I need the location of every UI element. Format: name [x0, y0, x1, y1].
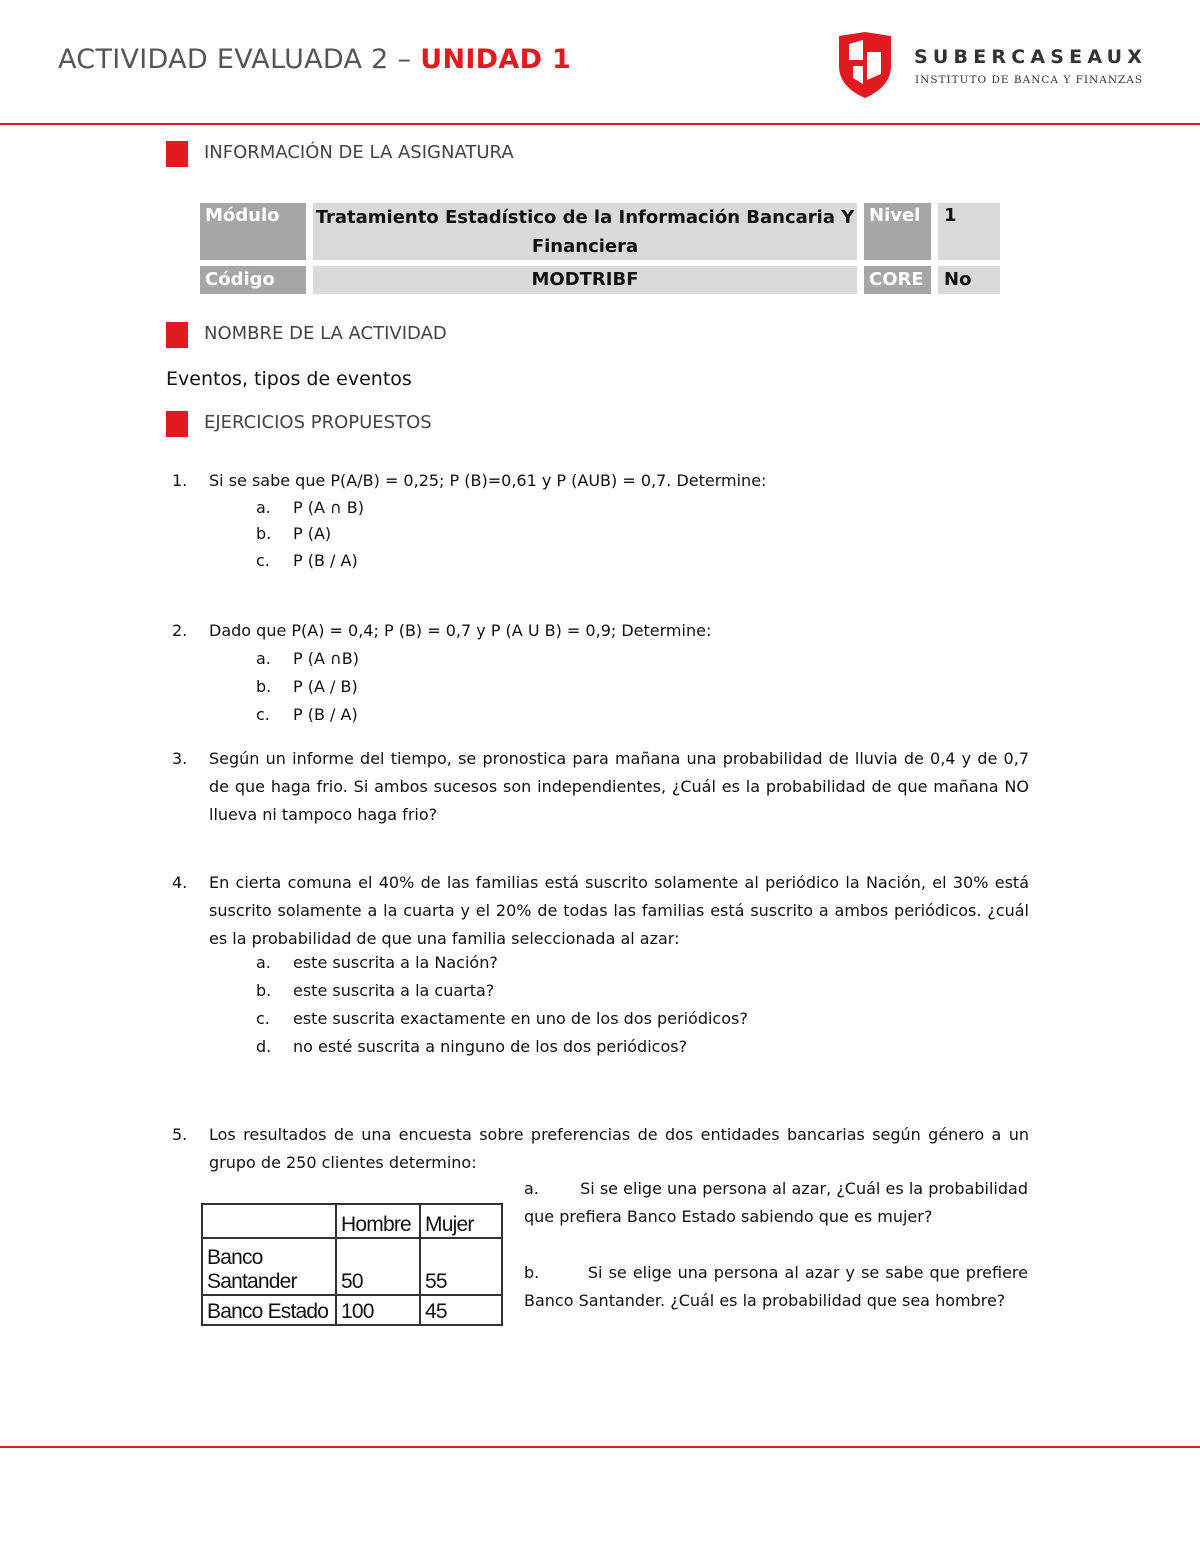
- module-label: Módulo: [200, 203, 306, 260]
- module-value: Tratamiento Estadístico de la Información Bancaria Y Financiera: [313, 203, 857, 260]
- survey-table: [201, 1203, 503, 1326]
- question-number: 2.: [172, 621, 188, 640]
- table-cell: 55: [420, 1238, 502, 1295]
- section-title-info: INFORMACIÓN DE LA ASIGNATURA: [204, 142, 514, 163]
- activity-name: Eventos, tipos de eventos: [166, 368, 412, 390]
- list-item: c. este suscrita exactamente en uno de los dos periódicos?: [256, 1009, 748, 1028]
- section-marker: [166, 411, 188, 437]
- question-5-part-b: b. Si se elige una persona al azar y se sabe que prefiere Banco Santander. ¿Cuál es la probabilidad que sea hombre?: [524, 1263, 1034, 1310]
- table-header: Mujer: [420, 1204, 502, 1238]
- list-item: a. P (A ∩ B): [256, 498, 365, 517]
- section-marker: [166, 141, 188, 167]
- question-4-text: En cierta comuna el 40% de las familias está suscrito solamente al periódico la Nación, el 30% está suscrito solamente a la cuarta y el 20% de todas las familias está suscrito a ambos periódicos. ¿cuál es la probabilidad de que una familia seleccionada al azar:: [209, 873, 1029, 948]
- section-title-exercises: EJERCICIOS PROPUESTOS: [204, 412, 432, 433]
- code-value: MODTRIBF: [313, 266, 857, 294]
- list-item: a. P (A ∩B): [256, 649, 359, 668]
- question-5-text: Los resultados de una encuesta sobre preferencias de dos entidades bancarias según género a un grupo de 250 clientes determino:: [209, 1125, 1029, 1172]
- title-unit: UNIDAD 1: [420, 44, 572, 75]
- list-item: b. este suscrita a la cuarta?: [256, 981, 495, 1000]
- code-label: Código: [200, 266, 306, 294]
- table-cell: 100: [336, 1295, 420, 1325]
- table-header: Hombre: [336, 1204, 420, 1238]
- logo-subtitle: INSTITUTO DE BANCA Y FINANZAS: [915, 74, 1144, 86]
- table-cell: 45: [420, 1295, 502, 1325]
- question-3-text: Según un informe del tiempo, se pronostica para mañana una probabilidad de lluvia de 0,4 y de 0,7 de que haga frio. Si ambos sucesos son independientes, ¿Cuál es la probabilidad de que mañana NO llueva ni tampoco haga frio?: [209, 749, 1029, 824]
- question-number: 1.: [172, 471, 188, 490]
- logo-name: SUBERCASEAUX: [914, 46, 1148, 68]
- section-title-activity: NOMBRE DE LA ACTIVIDAD: [204, 323, 447, 344]
- table-row-label: Banco Santander: [202, 1238, 336, 1295]
- core-value: No: [938, 266, 1000, 294]
- question-1-text: Si se sabe que P(A/B) = 0,25; P (B)=0,61 y P (AUB) = 0,7. Determine:: [209, 471, 767, 490]
- document-title: [58, 44, 571, 75]
- question-5-part-a: a. Si se elige una persona al azar, ¿Cuál es la probabilidad que prefiera Banco Estado sabiendo que es mujer?: [524, 1179, 1034, 1226]
- level-label: Nivel: [864, 203, 931, 260]
- table-cell: 50: [336, 1238, 420, 1295]
- section-marker: [166, 322, 188, 348]
- footer-divider: [0, 1446, 1200, 1448]
- level-value: 1: [938, 203, 1000, 260]
- subercaseaux-logo-icon: [835, 30, 895, 100]
- question-number: 4.: [172, 873, 188, 892]
- title-prefix: ACTIVIDAD EVALUADA 2 –: [58, 44, 421, 75]
- question-number: 3.: [172, 749, 188, 768]
- list-item: d. no esté suscrita a ninguno de los dos periódicos?: [256, 1037, 688, 1056]
- table-cell: [202, 1204, 336, 1238]
- list-item: b. P (A / B): [256, 677, 358, 696]
- core-label: CORE: [864, 266, 931, 294]
- list-item: b. P (A): [256, 524, 332, 543]
- question-2-text: Dado que P(A) = 0,4; P (B) = 0,7 y P (A U B) = 0,9; Determine:: [209, 621, 712, 640]
- list-item: c. P (B / A): [256, 705, 358, 724]
- table-row-label: Banco Estado: [202, 1295, 336, 1325]
- question-number: 5.: [172, 1125, 188, 1144]
- header-divider: [0, 123, 1200, 125]
- list-item: a. este suscrita a la Nación?: [256, 953, 498, 972]
- list-item: c. P (B / A): [256, 551, 358, 570]
